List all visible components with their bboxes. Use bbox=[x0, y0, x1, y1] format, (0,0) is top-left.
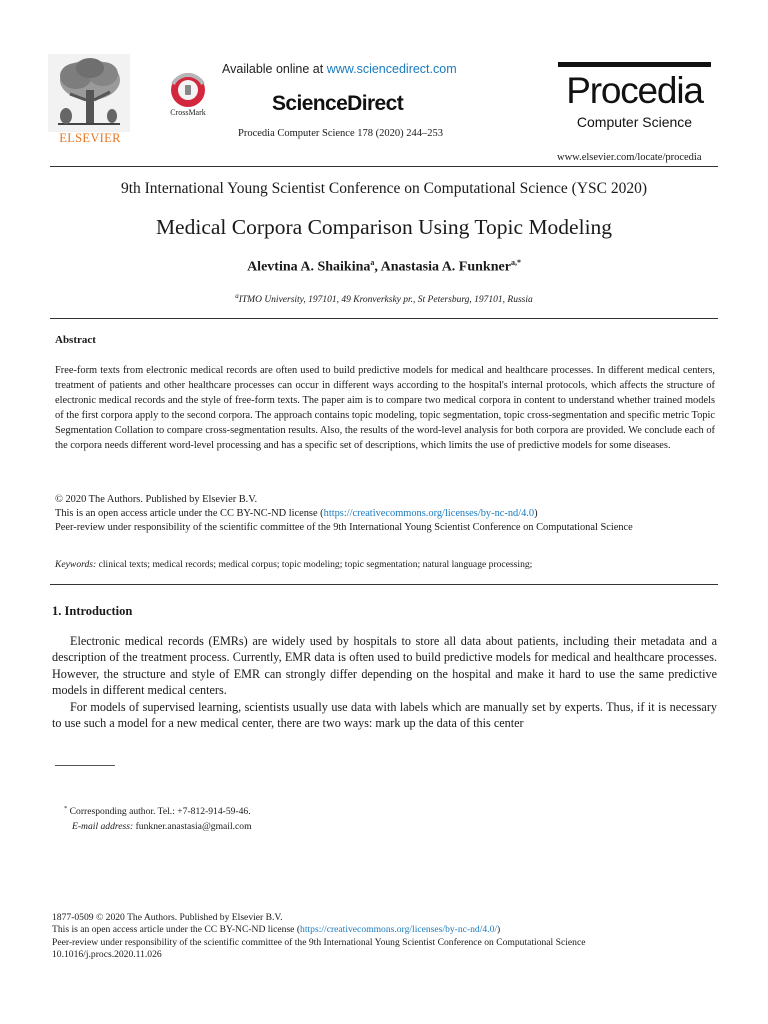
author-list: Alevtina A. Shaikina$^a$, Anastasia A. Funkner$^{a,*}$ bbox=[247, 258, 521, 275]
bottom-open-access-line bbox=[52, 924, 732, 936]
abstract-text: Free-form texts from electronic medical records are often used to build predictive models for medical and healthcare processes. In different medical centers, treatment of patients and other healthcare processes can occur in different ways according to the hospital's internal protocols, which affects the structure of electronic medical records and the style of free-form texts. The paper aim is to compare two medical corpora in content to understand whether trained models of the first corpora apply to the second corpora. The approach contains topic modeling, topic segmentation, topic cross-segmentation and specific metric Topic Segmentation Collation to compare cross-segmentation results. Also, the results of the word-level analysis for both corpora are provided. We conclude each of the corpora needs different word-level processing and has a specific set of descriptions, which limits the use of predictive models for some diseases. bbox=[55, 365, 715, 451]
bottom-matter bbox=[52, 912, 732, 962]
bottom-open-access-prefix: This is an open access article under the CC BY-NC-ND license ( bbox=[52, 924, 301, 936]
introduction-heading: 1. Introduction bbox=[52, 604, 133, 618]
footnote-marker: * bbox=[64, 805, 68, 812]
sciencedirect-wordmark: ScienceDirect bbox=[272, 92, 404, 115]
sciencedirect-link[interactable]: www.sciencedirect.com bbox=[326, 62, 457, 76]
footnote bbox=[64, 801, 252, 834]
available-prefix: Available online at bbox=[222, 62, 327, 76]
introduction-body bbox=[52, 633, 717, 731]
affiliation-marker: a bbox=[235, 292, 239, 300]
keywords-label: Keywords: bbox=[55, 559, 97, 570]
conference-name: 9th International Young Scientist Conference on Computational Science (YSC 2020) bbox=[120, 180, 648, 197]
copyright-line: © 2020 The Authors. Published by Elsevier B.V. bbox=[55, 494, 258, 505]
availability-line bbox=[222, 62, 457, 76]
corresponding-author-line bbox=[64, 801, 252, 819]
paper-title: Medical Corpora Comparison Using Topic Modeling bbox=[155, 215, 613, 239]
email-address[interactable]: funkner.anastasia@gmail.com bbox=[135, 821, 252, 833]
journal-reference: Procedia Computer Science 178 (2020) 244–253 bbox=[238, 128, 443, 139]
procedia-top-bar bbox=[558, 62, 711, 67]
peer-review-line: Peer-review under responsibility of the scientific committee of the 9th International Young Scientist Conference on Computational Science bbox=[55, 522, 633, 534]
introduction-paragraph: Electronic medical records (EMRs) are widely used by hospitals to store all data about patients, including their metadata and a description of the treatment process. Currently, EMR data is often used to build predictive models for medical and healthcare processes. However, the structure and style of EMR can strongly differ depending on the hospital and make it hard to use the same predictive models in different medical centers. bbox=[52, 634, 717, 698]
procedia-logo-title: Procedia bbox=[566, 70, 703, 111]
procedia-logo-subtitle: Computer Science bbox=[576, 114, 693, 130]
journal-url[interactable]: www.elsevier.com/locate/procedia bbox=[557, 152, 702, 163]
open-access-prefix: This is an open access article under the CC BY-NC-ND license ( bbox=[55, 508, 324, 520]
corresponding-author-text: Corresponding author. Tel.: +7-812-914-59-46. bbox=[69, 806, 251, 818]
email-label: E-mail address: bbox=[72, 821, 134, 833]
author-affiliation-marker: a,* bbox=[510, 258, 521, 267]
affiliation-text: ITMO University, 197101, 49 Kronverksky pr., St Petersburg, 197101, Russia bbox=[238, 295, 533, 306]
author-affiliation-marker: a bbox=[370, 258, 375, 267]
open-access-line bbox=[55, 507, 717, 521]
header-rule bbox=[50, 166, 718, 167]
license-block bbox=[55, 493, 717, 536]
crossmark-label: CrossMark bbox=[170, 108, 206, 117]
open-access-suffix: ) bbox=[534, 508, 538, 520]
abstract-top-rule bbox=[50, 318, 718, 319]
author-name: Anastasia A. Funkner bbox=[380, 259, 511, 275]
introduction-paragraph: For models of supervised learning, scientists usually use data with labels which are manually set by experts. Thus, if it is necessary to use such a model for a new medical center, there are two ways: mark up the data of this center bbox=[52, 699, 717, 731]
procedia-logo bbox=[558, 62, 711, 140]
abstract-heading: Abstract bbox=[55, 334, 96, 346]
bottom-open-access-suffix: ) bbox=[497, 924, 501, 936]
email-line bbox=[64, 819, 252, 834]
keywords-line bbox=[55, 559, 717, 570]
footnote-rule bbox=[55, 765, 115, 766]
issn-line: 1877-0509 © 2020 The Authors. Published by Elsevier B.V. bbox=[52, 912, 283, 923]
bottom-license-link[interactable]: https://creativecommons.org/licenses/by-nc-nd/4.0/ bbox=[300, 924, 498, 936]
affiliation bbox=[0, 292, 768, 305]
elsevier-wordmark: ELSEVIER bbox=[59, 131, 121, 145]
doi-line[interactable]: 10.1016/j.procs.2020.11.026 bbox=[52, 949, 162, 961]
author-name: Alevtina A. Shaikina bbox=[247, 259, 371, 275]
bottom-peer-review-line: Peer-review under responsibility of the scientific committee of the 9th International Young Scientist Conference on Computational Science bbox=[52, 936, 586, 948]
license-link[interactable]: https://creativecommons.org/licenses/by-nc-nd/4.0 bbox=[323, 508, 535, 520]
abstract-bottom-rule bbox=[50, 584, 718, 585]
keywords-text: clinical texts; medical records; medical corpus; topic modeling; topic segmentation; natural language processing; bbox=[98, 559, 533, 570]
